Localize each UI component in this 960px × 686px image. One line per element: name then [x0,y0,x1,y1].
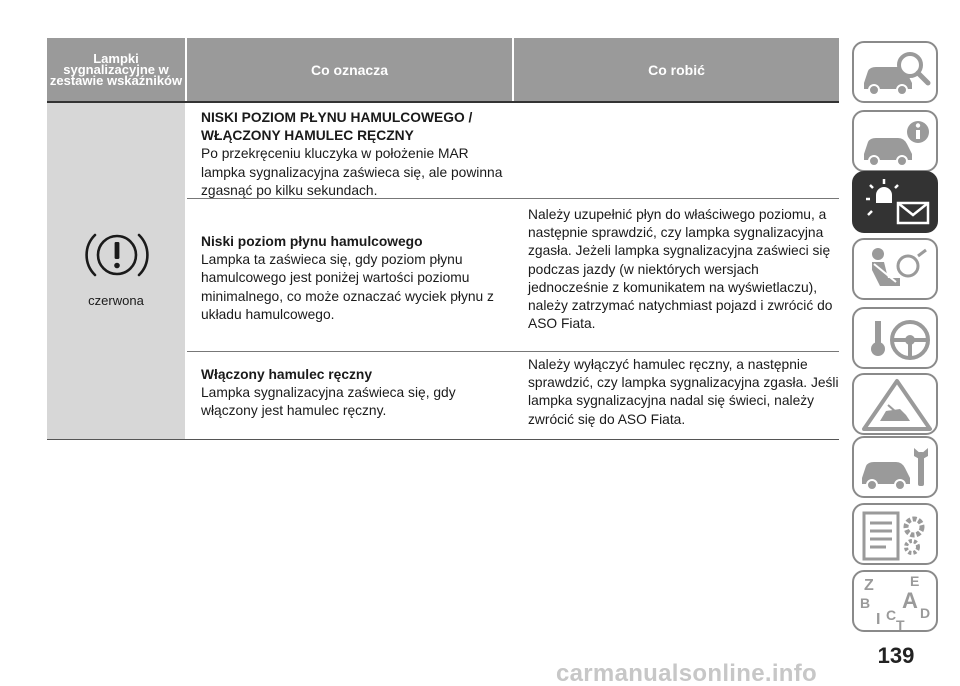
index-letter-b: B [860,595,871,611]
row-2-meaning [201,233,509,324]
car-wrench-icon [854,438,940,500]
index-letter-t: T [896,617,905,633]
header-meaning-label: Co oznacza [310,61,388,78]
row-1-text: Po przekręceniu kluczyka w położenie MAR lampka sygnalizacyjna zaświeca się, ale powinna zgasnąć po kilku sekundach. [201,146,503,198]
row-divider [187,351,839,352]
specs-gears-icon [854,505,940,567]
index-letter-i: I [876,611,881,628]
watermark-text: carmanualsonline.info [556,660,818,686]
key-steering-wheel-icon [854,309,940,371]
warning-light-message-icon [854,173,940,235]
index-letter-e: E [910,573,920,589]
chapter-tab-index[interactable] [852,570,938,632]
row-3-action-text: Należy wyłączyć hamulec ręczny, a następnie sprawdzić, czy lampka sygnalizacyjna zgasła. Jeśli lampka sygnalizacyjna nadal się świeci, należy zwrócić się do ASO Fiata. [528,357,839,427]
row-3-text: Lampka sygnalizacyjna zaświeca się, gdy włączony jest hamulec ręczny. [201,385,456,419]
header-action-label: Co robić [648,61,705,78]
row-divider [187,198,839,199]
row-2-action-text: Należy uzupełnić płyn do właściwego poziomu, a następnie sprawdzić, czy lampka sygnalizacyjna zgasła. Jeżeli lampka sygnalizacyjna zaświeci się podczas jazdy (w niektórych wersjach jednocześnie z komunikatem na wyświetlaczu), należy zatrzymać natychmiast pojazd i zwrócić do ASO Fiata. [528,207,833,332]
row-1-title: NISKI POZIOM PŁYNU HAMULCOWEGO / WŁĄCZONY HAMULEC RĘCZNY [201,110,473,144]
page-number: 139 [877,643,915,668]
lamp-column [47,103,185,439]
row-1-meaning [201,109,509,200]
brake-warning-icon [85,227,149,283]
chapter-tab-starting-driving[interactable] [852,307,938,369]
chapter-tab-emergency[interactable] [852,373,938,435]
index-letter-c: C [886,607,897,623]
header-lamp-label: Lampki sygnalizacyjne w zestawie wskaźników [49,51,183,88]
index-letter-d: D [920,605,931,621]
chapter-tab-maintenance[interactable] [852,436,938,498]
header-action-column [514,38,839,101]
chapter-tab-safety[interactable] [852,238,938,300]
alphabetical-index-icon [854,572,940,634]
index-letter-a: A [902,588,918,613]
row-3-action [528,356,839,429]
row-2-text: Lampka ta zaświeca się, gdy poziom płynu hamulcowego jest poniżej wartości poziomu minimalnego, co może oznaczać wyciek płynu z układu hamulcowego. [201,252,494,322]
lamp-color-label: czerwona [88,293,144,308]
header-lamp-column [47,38,185,101]
car-search-icon [854,43,940,105]
chapter-tab-warning-lights[interactable] [852,171,938,233]
car-info-icon [854,112,940,174]
row-3-meaning [201,366,509,421]
chapter-tab-car-info[interactable] [852,110,938,172]
chapter-tab-technical-data[interactable] [852,503,938,565]
chapter-tab-car-knowledge[interactable] [852,41,938,103]
header-meaning-column [187,38,512,101]
row-3-title: Włączony hamulec ręczny [201,367,372,382]
seat-airbag-icon [854,240,940,302]
warning-triangle-icon [854,375,940,437]
index-letter-z: Z [864,577,874,594]
table-bottom-border [47,439,839,440]
row-2-action [528,206,839,333]
row-2-title: Niski poziom płynu hamulcowego [201,234,423,249]
